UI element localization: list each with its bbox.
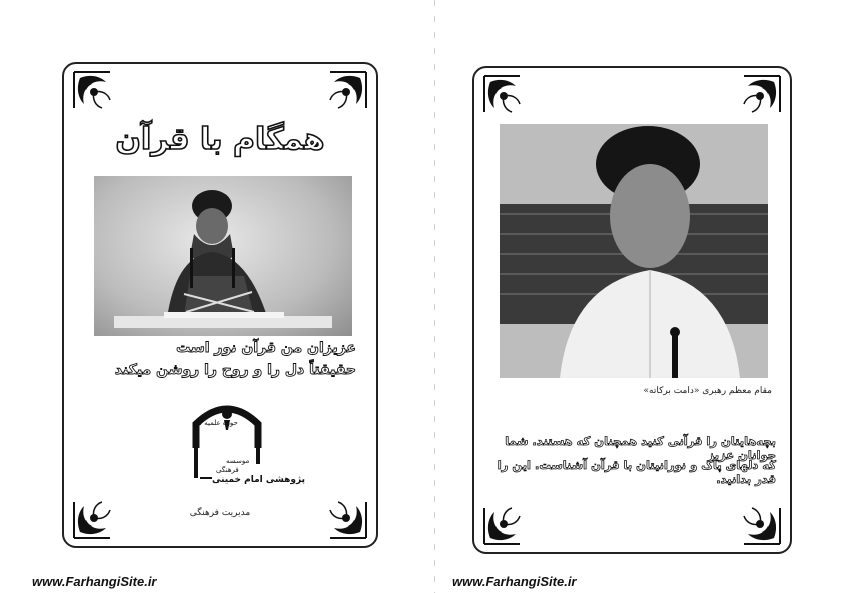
speaker-photo xyxy=(94,176,352,336)
floral-corner-ornament xyxy=(324,496,370,542)
floral-corner-ornament xyxy=(480,502,526,548)
management-label: مدیریت فرهنگی xyxy=(189,508,251,518)
floral-corner-ornament xyxy=(324,68,370,114)
website-watermark-left: www.FarhangiSite.ir xyxy=(32,574,157,589)
floral-corner-ornament xyxy=(70,496,116,542)
photo-caption: مقام معظم رهبری «دامت برکاته» xyxy=(643,386,772,396)
floral-corner-ornament xyxy=(480,72,526,118)
page-title: همگام با قرآن xyxy=(115,122,325,157)
emblem-top-text: حوزه علمیه قم xyxy=(194,419,238,427)
floral-corner-ornament xyxy=(70,68,116,114)
quote-line-2: که دلهای پاک و نورانیتان با قرآن آشناست. این را قدر بدانید. xyxy=(497,458,776,486)
quote-line-1: عزیزان من قرآن نور است xyxy=(176,340,356,356)
quote-line-1: بچه‌هایتان را قرآنی کنید همچنان که هستند. شما جوانان عزیز xyxy=(505,434,776,462)
boy-photo xyxy=(500,124,768,378)
emblem-line-1: موسسه xyxy=(226,457,250,465)
emblem-line-3: پژوهشی امام خمینی xyxy=(212,475,305,485)
quote-line-2: حقیقتاً دل را و روح را روشن میکند xyxy=(114,362,356,378)
website-watermark-right: www.FarhangiSite.ir xyxy=(452,574,577,589)
right-page xyxy=(472,66,792,554)
page-fold-line xyxy=(434,0,435,593)
floral-corner-ornament xyxy=(738,502,784,548)
emblem-line-2: فرهنگی xyxy=(216,466,239,474)
floral-corner-ornament xyxy=(738,72,784,118)
left-page xyxy=(62,62,378,548)
